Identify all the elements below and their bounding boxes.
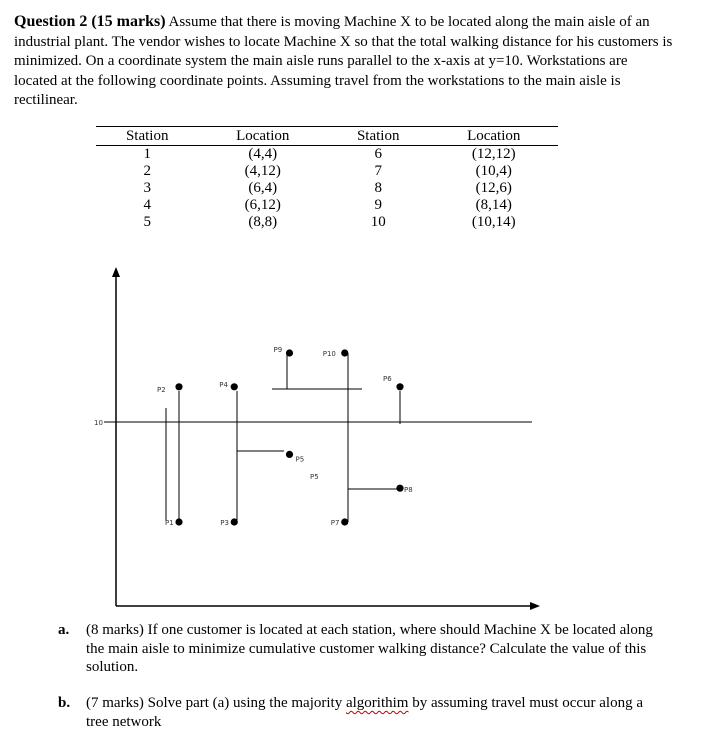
extra-label: P5 bbox=[310, 473, 319, 481]
part-a-letter: a. bbox=[58, 622, 70, 638]
table-cell: 9 bbox=[374, 197, 382, 213]
table-cell: 3 bbox=[143, 180, 151, 196]
part-b-text bbox=[86, 694, 658, 731]
station-label-p9: P9 bbox=[273, 346, 283, 354]
header-station-2: Station bbox=[327, 127, 429, 146]
part-a-body: If one customer is located at each station, where should Machine X be located along the main aisle to minimize cumulative customer walking distance? Calculate the value of this solution. bbox=[86, 622, 653, 675]
station-label-p10: P10 bbox=[322, 350, 336, 358]
header-station-1: Station bbox=[96, 127, 198, 146]
part-a-marks: (8 marks) bbox=[86, 622, 144, 638]
table-cell: (8,8) bbox=[248, 214, 278, 230]
table-cell: (4,4) bbox=[248, 146, 278, 162]
table-cell: (12,6) bbox=[475, 180, 512, 196]
table-cell: 2 bbox=[143, 163, 151, 179]
station-label-p7: P7 bbox=[330, 519, 340, 527]
part-b-body-before: Solve part (a) using the majority bbox=[143, 695, 346, 711]
table-cell: 7 bbox=[374, 163, 382, 179]
station-point-p3 bbox=[231, 518, 238, 525]
station-point-p6 bbox=[396, 383, 403, 390]
points-layer bbox=[157, 346, 413, 527]
station-point-p4 bbox=[231, 383, 238, 390]
table-cell: (10,4) bbox=[475, 163, 512, 179]
part-a bbox=[58, 621, 658, 677]
table-cell: (6,4) bbox=[248, 180, 278, 196]
part-a-text bbox=[86, 621, 658, 677]
part-b-body-after: by assuming travel must occur along a tree network bbox=[86, 695, 643, 730]
station-point-p1 bbox=[175, 518, 182, 525]
header-location-2: Location bbox=[429, 127, 558, 146]
x-axis-arrow-icon bbox=[530, 602, 540, 610]
table-cell: 5 bbox=[143, 214, 151, 230]
table-cell: 1 bbox=[143, 146, 151, 162]
station-point-p2 bbox=[175, 383, 182, 390]
table-cell: (6,12) bbox=[244, 197, 281, 213]
y-axis-arrow-icon bbox=[112, 267, 120, 277]
station-label-p6: P6 bbox=[383, 374, 392, 383]
part-b-marks: (7 marks) bbox=[86, 695, 144, 711]
part-b bbox=[58, 694, 658, 731]
station-point-p8 bbox=[396, 485, 403, 492]
table-cell: (10,14) bbox=[471, 214, 516, 230]
station-label-p3: P3 bbox=[220, 519, 229, 527]
part-b-letter: b. bbox=[58, 695, 71, 711]
table-cell: (12,12) bbox=[471, 146, 516, 162]
part-b-misspelled-word: algorithim bbox=[345, 695, 409, 711]
station-point-p9 bbox=[286, 349, 293, 356]
station-label-p4: P4 bbox=[219, 380, 228, 389]
table-cell: 8 bbox=[374, 180, 382, 196]
station-label-p5: P5 bbox=[295, 455, 305, 464]
station-label-p8: P8 bbox=[404, 486, 413, 495]
header-location-1: Location bbox=[198, 127, 327, 146]
question-text: Assume that there is moving Machine X to be located along the main aisle of an industrial plant. The vendor wishes to locate Machine X so that the total walking distance for his customers is minimized. On a coordinate system the main aisle runs parallel to the x-axis at y=10. Workstations are located at the following coordinate points. Assuming travel from the workstations to the main aisle is rectilinear. bbox=[14, 14, 673, 108]
station-label-p1: P1 bbox=[165, 519, 174, 527]
station-point-p10 bbox=[341, 349, 348, 356]
table-cell: 6 bbox=[374, 146, 382, 162]
aisle-y-label: 10 bbox=[94, 419, 103, 427]
station-point-p5 bbox=[286, 451, 293, 458]
table-cell: 4 bbox=[143, 197, 151, 213]
station-label-p2: P2 bbox=[157, 385, 166, 394]
table-cell: (4,12) bbox=[244, 163, 281, 179]
question-heading: Question 2 (15 marks) bbox=[14, 13, 166, 30]
station-point-p7 bbox=[341, 518, 348, 525]
table-cell: 10 bbox=[370, 214, 386, 230]
table-cell: (8,14) bbox=[475, 197, 512, 213]
